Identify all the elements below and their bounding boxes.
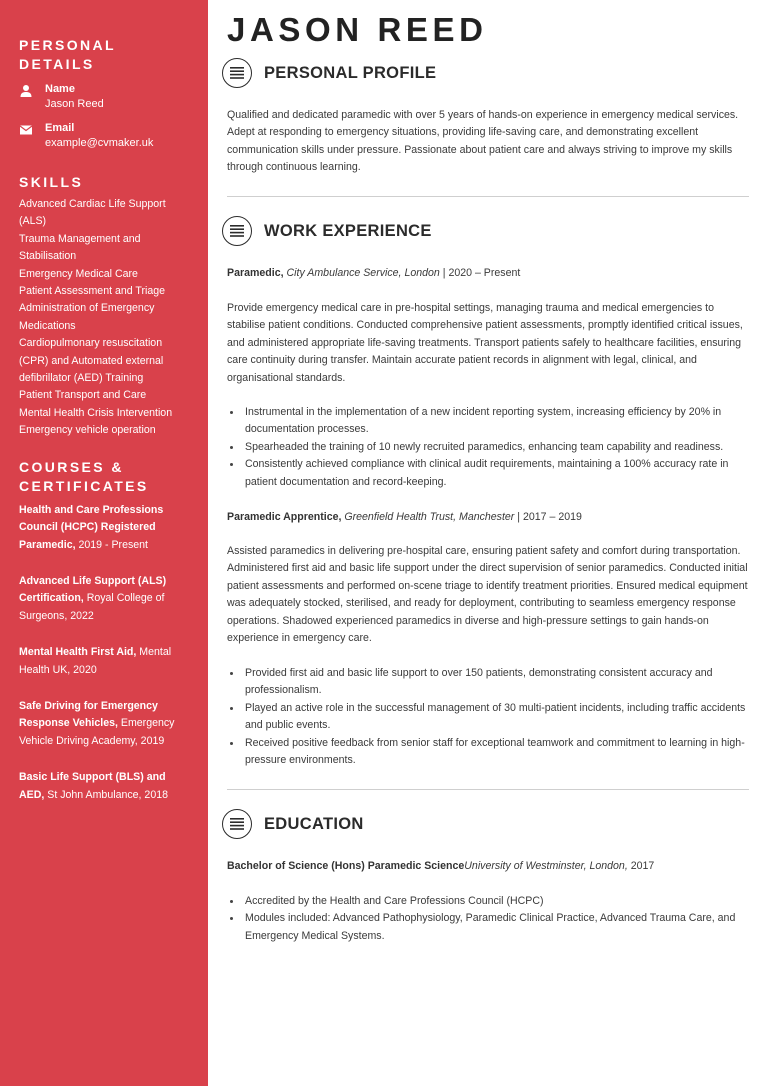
course-detail: Royal College of Surgeons, 2022	[19, 592, 165, 622]
skill-item: Patient Assessment and Triage	[19, 285, 166, 298]
education-section-header	[222, 809, 364, 839]
achievement-item: Spearheaded the training of 10 newly recruited paramedics, enhancing team capability and readiness.	[227, 439, 749, 456]
envelope-icon	[19, 123, 33, 137]
courses-heading: COURSES & CERTIFICATES	[19, 458, 149, 494]
achievement-item: Instrumental in the implementation of a new incident reporting system, increasing efficiency by 20% in documentation processes.	[227, 404, 749, 439]
job-dates: | 2017 – 2019	[517, 511, 582, 523]
education-item: Modules included: Advanced Pathophysiology, Paramedic Clinical Practice, Advanced Trauma Care, and Emergency Medical Systems.	[227, 910, 749, 945]
job-description: Provide emergency medical care in pre-hospital settings, managing trauma and medical emergencies to stabilise patient conditions. Conducted comprehensive patient assessments, promptly identified critical issues, and administered appropriate life-saving treatments. Transport patients safely to healthcare facilities, ensuring care continuity during transfer. Maintain accurate patient records in alignment with legal, clinical, and organisational standards.	[227, 302, 743, 384]
course-item	[19, 573, 189, 625]
work-heading: WORK EXPERIENCE	[264, 221, 432, 240]
skill-item: Advanced Cardiac Life Support	[19, 198, 166, 210]
name-label: Name	[45, 83, 75, 95]
skill-item: Mental Health Crisis Intervention	[19, 406, 173, 419]
achievement-item: Played an active role in the successful management of 30 multi-patient incidents, including traffic accidents and public events.	[227, 700, 749, 735]
skill-item: Emergency vehicle operation	[19, 424, 156, 437]
institution: University of Westminster, London,	[464, 860, 628, 872]
skills-heading: SKILLS	[19, 174, 84, 190]
course-title: Mental Health First Aid,	[19, 646, 137, 659]
graduation-year: 2017	[627, 860, 655, 872]
skill-item: (ALS)	[19, 215, 47, 228]
course-title: Safe Driving for Emergency Response Vehicles,	[19, 699, 158, 730]
job-title-line	[227, 265, 749, 282]
skill-item: Emergency Medical Care	[19, 267, 138, 280]
course-detail: 2019 - Present	[75, 538, 148, 551]
section-divider	[227, 789, 749, 790]
lines-icon	[222, 216, 252, 246]
skill-item: defibrillator (AED) Training	[19, 372, 144, 385]
skills-list	[19, 196, 189, 440]
lines-icon	[222, 58, 252, 88]
section-divider	[227, 196, 749, 197]
job-employer: City Ambulance Service, London	[286, 267, 440, 279]
name-value: Jason Reed	[45, 98, 104, 110]
course-item	[19, 502, 189, 554]
skill-item: (CPR) and Automated external	[19, 354, 164, 367]
job-title: Paramedic Apprentice,	[227, 511, 342, 523]
course-title: Advanced Life Support (ALS) Certification,	[19, 574, 167, 605]
work-section-header	[222, 216, 432, 246]
skill-item: Administration of Emergency	[19, 302, 155, 315]
skill-item: Trauma Management and	[19, 232, 141, 245]
skill-item: Stabilisation	[19, 250, 77, 263]
email-value[interactable]: example@cvmaker.uk	[45, 137, 154, 149]
personal-details-heading: PERSONAL DETAILS	[19, 37, 116, 72]
job-achievements	[227, 404, 749, 491]
profile-section-header	[222, 58, 436, 88]
skill-item: Cardiopulmonary resuscitation	[19, 337, 163, 350]
job-employer: Greenfield Health Trust, Manchester	[344, 511, 515, 523]
course-title: Health and Care Professions Council (HCPC) Registered Paramedic,	[19, 503, 164, 551]
sidebar	[0, 0, 208, 1086]
course-title: Basic Life Support (BLS) and AED,	[19, 771, 166, 801]
email-detail	[19, 121, 189, 151]
candidate-name: JASON REED	[227, 11, 488, 48]
degree-title: Bachelor of Science (Hons) Paramedic Science	[227, 860, 465, 872]
education-heading: EDUCATION	[264, 814, 364, 833]
name-detail	[19, 82, 189, 112]
course-detail: St John Ambulance, 2018	[44, 788, 168, 801]
profile-heading: PERSONAL PROFILE	[264, 63, 437, 82]
job-achievements	[227, 665, 749, 769]
achievement-item: Consistently achieved compliance with clinical audit requirements, maintaining a 100% accuracy rate in patient documentation and record-keeping.	[227, 456, 749, 491]
lines-icon	[222, 809, 252, 839]
achievement-item: Received positive feedback from senior staff for exceptional teamwork and commitment to learning in high-pressure environments.	[227, 735, 749, 770]
job-description: Assisted paramedics in delivering pre-hospital care, ensuring patient safety and comfort during transportation. Administered first aid and basic life support under the direct supervision of senior paramedics. Conducted initial patient assessments and performed on-scene triage to identify treatment priorities. Ensured medical equipment was adequately stocked, sterilised, and ready for deployment, contributing to seamless emergency response operations. Shadowed experienced paramedics in diverse and high-pressure settings to gain hands-on experience in emergency care.	[227, 545, 748, 645]
degree-line	[227, 858, 749, 875]
skill-item: Patient Transport and Care	[19, 389, 147, 402]
achievement-item: Provided first aid and basic life support to over 150 patients, demonstrating consistent accuracy and professionalism.	[227, 665, 749, 700]
education-item: Accredited by the Health and Care Professions Council (HCPC)	[227, 893, 749, 910]
person-icon	[19, 84, 33, 98]
job-title-line	[227, 509, 749, 526]
email-label: Email	[45, 122, 75, 134]
skill-item: Medications	[19, 319, 76, 332]
profile-text: Qualified and dedicated paramedic with over 5 years of hands-on experience in emergency medical services. Adept at responding to emergency situations, providing life-saving care, and demonstrating excellent communication skills under pressure. Passionate about patient care and always striving to improve my skills through continuous learning.	[227, 109, 739, 174]
course-detail: Emergency Vehicle Driving Academy, 2019	[19, 717, 175, 747]
course-detail: Mental Health UK, 2020	[19, 646, 172, 676]
job-dates: | 2020 – Present	[442, 267, 521, 279]
course-item	[19, 698, 189, 750]
course-item	[19, 769, 189, 804]
education-details	[227, 893, 749, 945]
job-title: Paramedic,	[227, 267, 284, 279]
course-item	[19, 644, 189, 679]
